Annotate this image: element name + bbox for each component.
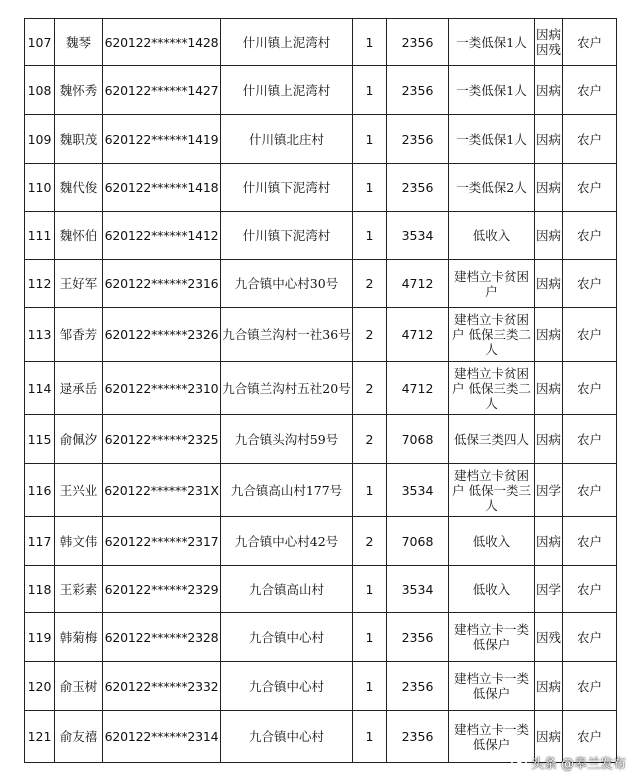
cell-id-number: 620122******1419 [103,115,221,164]
cell-household-size: 1 [353,115,387,164]
watermark-text: 头条 @皋兰发布 [530,757,626,772]
cell-number: 114 [25,362,55,415]
cell-id-number: 620122******2310 [103,362,221,415]
watermark [511,753,626,772]
cell-id-number: 620122******2332 [103,662,221,711]
table-row [25,308,617,362]
table-row [25,415,617,464]
cell-amount: 7068 [387,415,449,464]
table-row [25,517,617,566]
cell-number: 117 [25,517,55,566]
cell-household-size: 2 [353,260,387,308]
cell-address: 什川镇下泥湾村 [221,164,353,212]
cell-name: 俞佩汐 [55,415,103,464]
cell-household-type: 农户 [563,517,617,566]
cell-household-size: 1 [353,212,387,260]
cell-reason: 因病 [535,517,563,566]
cell-amount: 3534 [387,464,449,517]
cell-aid-type: 建档立卡贫困户 [449,260,535,308]
cell-id-number: 620122******1418 [103,164,221,212]
cell-household-type: 农户 [563,613,617,662]
cell-reason: 因病 [535,66,563,115]
cell-aid-type: 建档立卡一类低保户 [449,613,535,662]
cell-address: 九合镇中心村30号 [221,260,353,308]
cell-household-size: 2 [353,415,387,464]
cell-amount: 3534 [387,212,449,260]
cell-amount: 2356 [387,613,449,662]
cell-household-type: 农户 [563,212,617,260]
cell-amount: 4712 [387,260,449,308]
cell-id-number: 620122******2329 [103,566,221,613]
cell-reason: 因学 [535,464,563,517]
cell-name: 魏怀伯 [55,212,103,260]
cell-address: 什川镇下泥湾村 [221,212,353,260]
cell-name: 俞友禧 [55,711,103,763]
cell-household-type: 农户 [563,19,617,66]
cell-name: 魏职茂 [55,115,103,164]
cell-aid-type: 建档立卡贫困户 低保三类二人 [449,308,535,362]
cell-household-size: 1 [353,464,387,517]
cell-name: 邹香芳 [55,308,103,362]
cell-reason: 因病 [535,711,563,763]
cell-household-type: 农户 [563,711,617,763]
cell-id-number: 620122******2316 [103,260,221,308]
cell-reason: 因病 [535,662,563,711]
cell-aid-type: 建档立卡贫困户 低保三类二人 [449,362,535,415]
cell-household-type: 农户 [563,115,617,164]
table-row [25,164,617,212]
cell-number: 113 [25,308,55,362]
cell-number: 109 [25,115,55,164]
cell-address: 什川镇上泥湾村 [221,66,353,115]
cell-household-size: 1 [353,662,387,711]
cell-address: 九合镇中心村 [221,711,353,763]
cell-address: 九合镇兰沟村五社20号 [221,362,353,415]
cell-household-size: 1 [353,164,387,212]
cell-aid-type: 一类低保2人 [449,164,535,212]
cell-household-size: 2 [353,517,387,566]
cell-number: 110 [25,164,55,212]
cell-name: 俞玉树 [55,662,103,711]
cell-id-number: 620122******2317 [103,517,221,566]
cell-id-number: 620122******2325 [103,415,221,464]
cell-id-number: 620122******1412 [103,212,221,260]
cell-household-size: 1 [353,566,387,613]
cell-aid-type: 建档立卡一类低保户 [449,662,535,711]
cell-amount: 2356 [387,115,449,164]
cell-amount: 2356 [387,164,449,212]
cell-number: 119 [25,613,55,662]
cell-address: 什川镇北庄村 [221,115,353,164]
cell-reason: 因病 [535,164,563,212]
cell-id-number: 620122******1427 [103,66,221,115]
table-row [25,464,617,517]
cell-household-type: 农户 [563,66,617,115]
cell-id-number: 620122******2328 [103,613,221,662]
cell-name: 魏代俊 [55,164,103,212]
play-logo-icon [511,755,527,771]
table-row [25,66,617,115]
cell-name: 韩文伟 [55,517,103,566]
cell-number: 111 [25,212,55,260]
cell-address: 什川镇上泥湾村 [221,19,353,66]
cell-household-type: 农户 [563,566,617,613]
cell-amount: 4712 [387,308,449,362]
cell-name: 王兴业 [55,464,103,517]
cell-household-size: 1 [353,66,387,115]
cell-number: 116 [25,464,55,517]
cell-aid-type: 一类低保1人 [449,115,535,164]
cell-amount: 4712 [387,362,449,415]
cell-reason: 因病因残 [535,19,563,66]
cell-name: 韩菊梅 [55,613,103,662]
cell-number: 115 [25,415,55,464]
cell-household-size: 1 [353,613,387,662]
cell-reason: 因残 [535,613,563,662]
table-row [25,212,617,260]
cell-id-number: 620122******2326 [103,308,221,362]
cell-id-number: 620122******231X [103,464,221,517]
cell-aid-type: 一类低保1人 [449,66,535,115]
cell-reason: 因病 [535,308,563,362]
cell-number: 112 [25,260,55,308]
cell-household-type: 农户 [563,260,617,308]
aid-recipients-table [24,18,617,763]
cell-reason: 因病 [535,415,563,464]
cell-aid-type: 建档立卡一类低保户 [449,711,535,763]
cell-address: 九合镇高山村 [221,566,353,613]
cell-household-size: 1 [353,711,387,763]
cell-aid-type: 一类低保1人 [449,19,535,66]
cell-address: 九合镇中心村42号 [221,517,353,566]
cell-aid-type: 建档立卡贫困户 低保一类三人 [449,464,535,517]
cell-number: 108 [25,66,55,115]
cell-amount: 2356 [387,711,449,763]
cell-id-number: 620122******2314 [103,711,221,763]
cell-amount: 2356 [387,66,449,115]
cell-reason: 因学 [535,566,563,613]
cell-reason: 因病 [535,260,563,308]
cell-address: 九合镇兰沟村一社36号 [221,308,353,362]
cell-reason: 因病 [535,212,563,260]
cell-household-size: 2 [353,308,387,362]
cell-household-type: 农户 [563,415,617,464]
table-body [25,19,617,763]
table-row [25,260,617,308]
table-row [25,362,617,415]
cell-address: 九合镇高山村177号 [221,464,353,517]
cell-amount: 2356 [387,19,449,66]
table-row [25,19,617,66]
cell-household-type: 农户 [563,662,617,711]
cell-aid-type: 低收入 [449,517,535,566]
cell-address: 九合镇中心村 [221,613,353,662]
cell-aid-type: 低收入 [449,566,535,613]
cell-aid-type: 低收入 [449,212,535,260]
cell-amount: 2356 [387,662,449,711]
cell-household-type: 农户 [563,464,617,517]
cell-name: 逯承岳 [55,362,103,415]
cell-name: 王好军 [55,260,103,308]
table-row [25,566,617,613]
cell-address: 九合镇中心村 [221,662,353,711]
cell-household-size: 2 [353,362,387,415]
cell-reason: 因病 [535,115,563,164]
cell-number: 118 [25,566,55,613]
cell-reason: 因病 [535,362,563,415]
cell-aid-type: 低保三类四人 [449,415,535,464]
cell-number: 107 [25,19,55,66]
table-row [25,662,617,711]
table-row [25,115,617,164]
cell-name: 魏琴 [55,19,103,66]
cell-number: 121 [25,711,55,763]
cell-name: 王彩素 [55,566,103,613]
cell-household-type: 农户 [563,164,617,212]
cell-id-number: 620122******1428 [103,19,221,66]
cell-household-size: 1 [353,19,387,66]
cell-name: 魏怀秀 [55,66,103,115]
cell-address: 九合镇头沟村59号 [221,415,353,464]
cell-household-type: 农户 [563,308,617,362]
cell-amount: 7068 [387,517,449,566]
cell-household-type: 农户 [563,362,617,415]
cell-amount: 3534 [387,566,449,613]
table-row [25,613,617,662]
cell-number: 120 [25,662,55,711]
